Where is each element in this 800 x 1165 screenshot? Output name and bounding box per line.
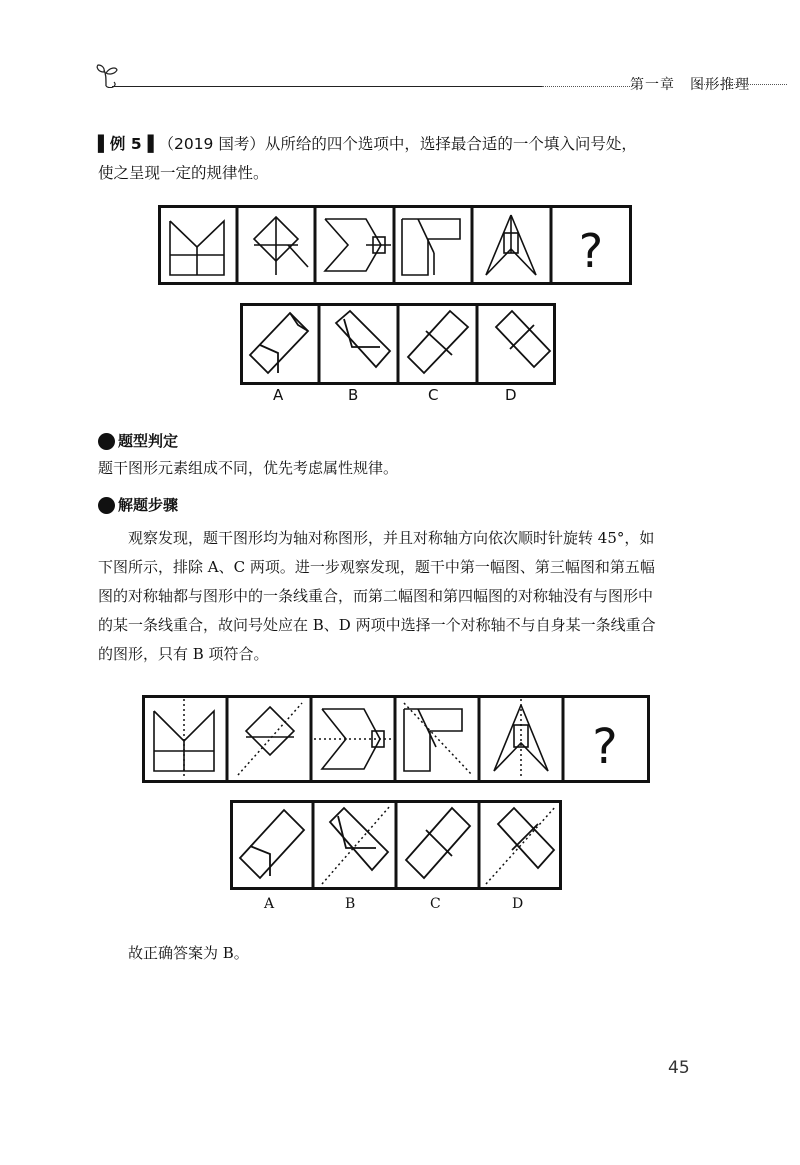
annotated-label-c: C — [430, 896, 441, 912]
annotated-question-mark: ? — [592, 719, 618, 775]
page-number: 45 — [668, 1058, 690, 1078]
example-text-2: 使之呈现一定的规律性。 — [98, 164, 269, 182]
question-fig-5 — [486, 215, 536, 275]
solution-steps-icon — [98, 497, 115, 514]
option-label-c: C — [428, 386, 439, 404]
question-mark: ? — [578, 224, 604, 278]
example-label-box: ▌例 5▐ — [98, 135, 154, 153]
running-header — [92, 58, 750, 98]
section-question-type-title: 题型判定 — [118, 432, 179, 450]
annotated-option-row — [230, 800, 562, 890]
question-fig-1 — [170, 221, 224, 275]
section-solution-title: 解题步骤 — [118, 496, 179, 514]
question-fig-4 — [402, 219, 460, 275]
annotated-label-b: B — [345, 896, 356, 912]
sprout-icon — [94, 64, 120, 88]
solution-paragraph — [98, 524, 698, 669]
header-dots-right — [697, 84, 787, 85]
example-label: 例 5 — [109, 135, 142, 153]
example-text: （2019 国考）从所给的四个选项中，选择最合适的一个填入问号处， — [158, 135, 637, 153]
solution-line-4: 的某一条线重合，故问号处应在 B、D 两项中选择一个对称轴不与自身某一条线重合 — [98, 616, 656, 634]
solution-line-5: 的图形，只有 B 项符合。 — [98, 645, 269, 663]
section-question-type-text: 题干图形元素组成不同，优先考虑属性规律。 — [98, 459, 399, 477]
header-dots-left — [542, 86, 632, 87]
example-statement — [98, 130, 698, 188]
question-fig-2 — [254, 217, 308, 275]
option-fig-d — [496, 311, 550, 367]
header-rule — [112, 86, 542, 87]
question-type-icon — [98, 433, 115, 450]
option-label-d: D — [505, 386, 517, 404]
annotated-label-a: A — [264, 896, 275, 912]
solution-line-2: 下图所示，排除 A、C 两项。进一步观察发现，题干中第一幅图、第三幅图和第五幅 — [98, 558, 655, 576]
solution-line-3: 图的对称轴都与图形中的一条线重合，而第二幅图和第四幅图的对称轴没有与图形中 — [98, 587, 654, 605]
chapter-title: 第一章 图形推理 — [630, 77, 750, 93]
option-fig-b — [336, 311, 390, 367]
question-fig-3 — [325, 219, 391, 271]
option-label-b: B — [348, 386, 359, 404]
conclusion-text: 故正确答案为 B。 — [128, 944, 249, 962]
solution-line-1: 观察发现，题干图形均为轴对称图形，并且对称轴方向依次顺时针旋转 45°，如 — [128, 529, 655, 547]
annotated-label-d: D — [512, 896, 524, 912]
annotated-question-row — [142, 695, 650, 783]
option-fig-a — [250, 313, 308, 373]
question-figure-row — [158, 205, 632, 285]
option-label-a: A — [273, 386, 284, 404]
option-figure-row — [240, 303, 556, 385]
option-fig-c — [408, 311, 468, 373]
